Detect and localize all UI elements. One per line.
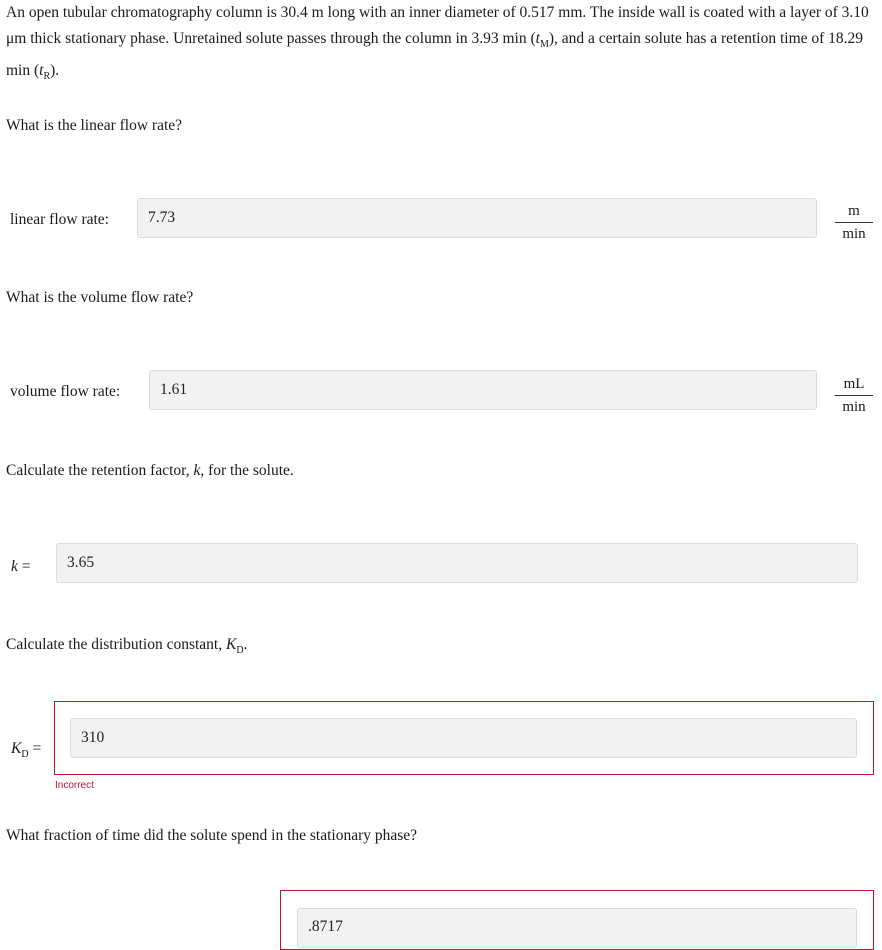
- distribution-constant-label: [11, 740, 41, 760]
- fraction-bar: [835, 395, 873, 396]
- question-linear-flow-rate: What is the linear flow rate?: [6, 117, 183, 134]
- equals-sign: =: [28, 740, 42, 757]
- problem-statement: [6, 0, 878, 90]
- linear-flow-rate-label: linear flow rate:: [10, 211, 109, 228]
- question-distribution-constant: [6, 635, 247, 661]
- unit-numerator: mL: [843, 376, 865, 392]
- question-text-end: , for the solute.: [200, 462, 294, 479]
- volume-flow-rate-input[interactable]: 1.61: [149, 370, 817, 410]
- k-variable: k: [11, 558, 18, 575]
- question-volume-flow-rate: What is the volume flow rate?: [6, 289, 194, 306]
- question-retention-factor: [6, 461, 294, 481]
- linear-flow-rate-input[interactable]: 7.73: [137, 198, 817, 238]
- linear-flow-rate-unit: [835, 202, 873, 243]
- tr-subscript: R: [43, 71, 51, 83]
- volume-flow-rate-unit: [835, 375, 873, 416]
- tm-subscript: M: [539, 39, 549, 51]
- tm-symbol: t: [535, 30, 540, 47]
- kd-subscript: D: [236, 645, 244, 657]
- incorrect-feedback: Incorrect: [55, 780, 94, 791]
- unit-numerator: m: [848, 203, 860, 219]
- equals-sign: =: [17, 558, 31, 575]
- intro-text-3: ).: [50, 62, 60, 80]
- unit-denominator: min: [842, 226, 866, 242]
- unit-denominator: min: [842, 399, 866, 415]
- question-text-end: .: [243, 636, 248, 653]
- tr-symbol: t: [39, 62, 44, 80]
- question-fraction-stationary: What fraction of time did the solute spend in the stationary phase?: [6, 827, 418, 844]
- retention-factor-input[interactable]: 3.65: [56, 543, 858, 583]
- intro-text-1: An open tubular chromatography column is 30.4 m long with an inner diameter of 0.517 mm. The inside wall is coated with a layer of 3.10 μm thick stationary phase. Unretained solute passes through the column in 3.93 min (: [6, 4, 869, 47]
- k-variable: k: [193, 462, 201, 479]
- volume-flow-rate-label: volume flow rate:: [10, 383, 121, 400]
- distribution-constant-input[interactable]: 310: [70, 718, 857, 758]
- question-text: Calculate the distribution constant,: [6, 636, 226, 653]
- intro-text-2: ), and a certain solute has a retention time of 18.29 min (: [6, 30, 864, 80]
- fraction-bar: [835, 222, 873, 223]
- retention-factor-label: [11, 558, 31, 576]
- kd-variable: K: [11, 740, 22, 757]
- question-text: Calculate the retention factor,: [6, 462, 194, 479]
- fraction-stationary-input[interactable]: .8717: [297, 908, 857, 948]
- kd-variable: K: [225, 636, 237, 653]
- kd-subscript: D: [21, 749, 29, 761]
